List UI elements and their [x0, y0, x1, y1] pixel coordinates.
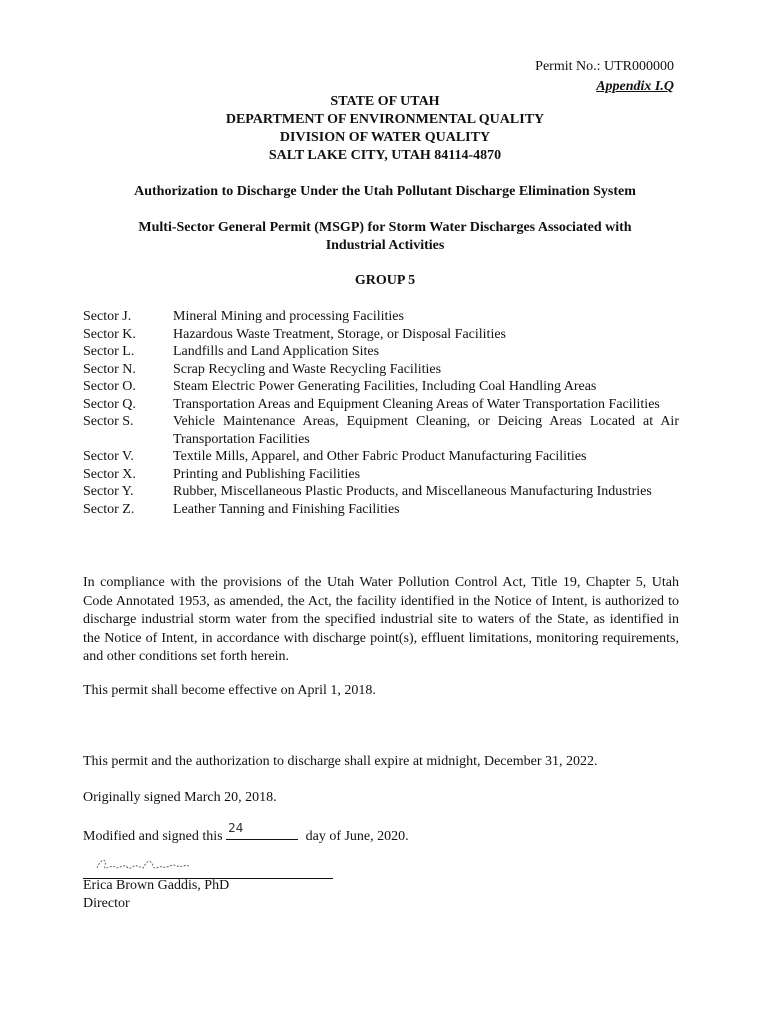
signer-block	[83, 877, 229, 913]
expiration-statement: This permit and the authorization to discharge shall expire at midnight, December 31, 2022.	[83, 754, 598, 769]
sector-code: Sector X.	[83, 466, 136, 482]
sector-code: Sector J.	[83, 309, 132, 324]
sector-row	[83, 308, 679, 326]
sector-row	[83, 361, 679, 379]
sector-description: Transportation Areas and Equipment Cleaning Areas of Water Transportation Facilities	[173, 396, 660, 412]
appendix-label: Appendix I.Q	[596, 79, 674, 94]
day-field[interactable]	[226, 821, 298, 840]
sector-description: Mineral Mining and processing Facilities	[173, 309, 404, 324]
modified-signing-statement	[83, 821, 679, 847]
sector-row	[83, 483, 679, 501]
msgp-title-line-1: Multi-Sector General Permit (MSGP) for Storm Water Discharges Associated with	[138, 220, 632, 235]
sector-code: Sector Y.	[83, 484, 134, 499]
msgp-title-line-2: Industrial Activities	[325, 238, 445, 253]
sector-description: Scrap Recycling and Waste Recycling Facilities	[173, 361, 442, 377]
modified-suffix: day of June, 2020.	[305, 829, 409, 844]
sector-row	[83, 448, 679, 466]
compliance-paragraph: In compliance with the provisions of the Utah Water Pollution Control Act, Title 19, Chapter 5, Utah Code Annotated 1953, as amended, the Act, the facility identified in the Notice of Intent, is authorized to discharge industrial storm water from the specified industrial site to waters of the State, as identified in the Notice of Intent, in accordance with discharge point(s), effluent limitations, monitoring requirements, and other conditions set forth herein.	[83, 575, 679, 664]
permit-number: Permit No.: UTR000000	[535, 59, 674, 74]
sector-description: Steam Electric Power Generating Facilities, Including Coal Handling Areas	[173, 379, 597, 394]
sector-row	[83, 413, 679, 448]
sector-row	[83, 501, 679, 519]
sector-code: Sector N.	[83, 361, 136, 377]
sector-code: Sector O.	[83, 379, 136, 394]
sector-code: Sector V.	[83, 449, 134, 464]
signer-title: Director	[83, 896, 130, 911]
modified-prefix: Modified and signed this	[83, 829, 223, 844]
signature-line	[83, 852, 333, 879]
original-signing-statement: Originally signed March 20, 2018.	[83, 790, 277, 805]
agency-line-address: SALT LAKE CITY, UTAH 84114-4870	[268, 148, 502, 163]
agency-line-state: STATE OF UTAH	[330, 94, 440, 109]
sector-description: Hazardous Waste Treatment, Storage, or Disposal Facilities	[173, 326, 506, 342]
agency-line-division: DIVISION OF WATER QUALITY	[279, 130, 491, 145]
signature-scribble-icon	[93, 854, 193, 876]
sector-description: Printing and Publishing Facilities	[173, 466, 361, 482]
group-title: GROUP 5	[354, 273, 416, 288]
sector-row	[83, 466, 679, 484]
effective-date-statement: This permit shall become effective on April 1, 2018.	[83, 683, 376, 698]
agency-heading	[0, 93, 770, 165]
sector-row	[83, 378, 679, 396]
sector-description: Rubber, Miscellaneous Plastic Products, and Miscellaneous Manufacturing Industries	[173, 484, 652, 499]
sector-row	[83, 326, 679, 344]
sector-list	[83, 308, 679, 518]
sector-description: Textile Mills, Apparel, and Other Fabric Product Manufacturing Facilities	[173, 449, 587, 464]
sector-code: Sector Q.	[83, 396, 136, 412]
msgp-title	[0, 219, 770, 255]
sector-description: Vehicle Maintenance Areas, Equipment Cleaning, or Deicing Areas Located at Air Transportation Facilities	[173, 414, 679, 447]
sector-description: Landfills and Land Application Sites	[173, 344, 380, 359]
sector-code: Sector S.	[83, 414, 134, 429]
sector-row	[83, 343, 679, 361]
sector-code: Sector L.	[83, 344, 135, 359]
sector-row	[83, 396, 679, 414]
sector-description: Leather Tanning and Finishing Facilities	[173, 501, 400, 517]
signer-name: Erica Brown Gaddis, PhD	[83, 878, 230, 893]
agency-line-department: DEPARTMENT OF ENVIRONMENTAL QUALITY	[225, 112, 545, 127]
sector-code: Sector K.	[83, 326, 136, 342]
sector-code: Sector Z.	[83, 501, 135, 517]
authorization-title: Authorization to Discharge Under the Utah Pollutant Discharge Elimination System	[134, 184, 636, 199]
day-value: 24	[228, 821, 244, 835]
